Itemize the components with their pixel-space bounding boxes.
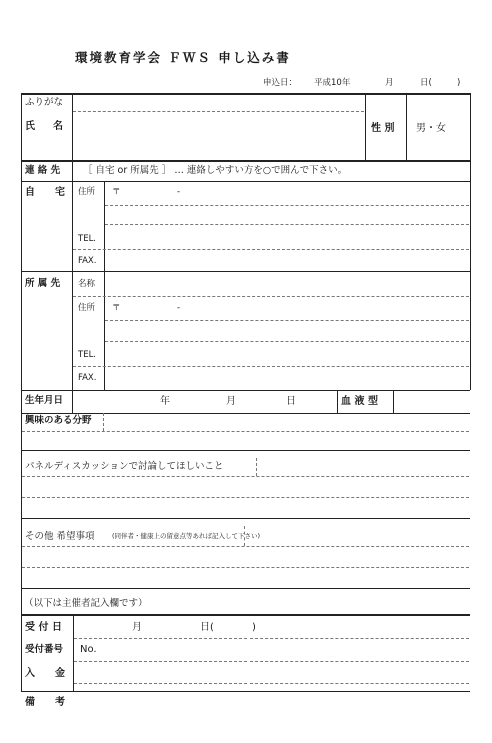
- affiliation-postal-mark: 〒: [112, 303, 121, 313]
- home-postal-dash: -: [177, 187, 181, 197]
- remarks-label: 備 考: [25, 697, 70, 708]
- affiliation-tel-label: TEL.: [78, 350, 97, 360]
- home-address-label: 住所: [78, 187, 96, 197]
- admin-label: （以下は主催者記入欄です）: [24, 598, 148, 609]
- name-field[interactable]: [74, 114, 362, 158]
- affiliation-fax-label: FAX.: [78, 373, 97, 383]
- affiliation-address-label: 住所: [78, 303, 96, 313]
- date-day: 日(: [420, 78, 432, 88]
- contact-note: ［ 自宅 or 所属先 ］ … 連絡しやすい方を○で囲んで下さい。: [83, 165, 348, 176]
- birthdate-label: 生年月日: [25, 395, 64, 406]
- home-tel-label: TEL.: [78, 234, 97, 244]
- contact-label: 連 絡 先: [25, 165, 61, 176]
- requests-note: (同伴者・健康上の留意点等あれば記入して下さい): [112, 532, 261, 540]
- date-close: ): [457, 78, 461, 88]
- date-label: 申込日：: [263, 78, 298, 88]
- recv-number-prefix: No.: [80, 644, 97, 655]
- org-name-label: 名称: [78, 279, 96, 289]
- home-fax-label: FAX.: [78, 256, 97, 266]
- recv-number-label: 受付番号: [25, 644, 64, 655]
- affiliation-label: 所 属 先: [25, 278, 61, 289]
- blood-type-label: 血 液 型: [341, 396, 378, 407]
- interest-label: 興味のある分野: [25, 415, 92, 426]
- name-label: 氏 名: [25, 121, 67, 132]
- date-era: 平成10年: [314, 78, 351, 88]
- received-close: ): [252, 622, 256, 633]
- gender-options[interactable]: 男・女: [416, 123, 446, 134]
- received-month: 月: [132, 622, 142, 633]
- birth-year: 年: [160, 396, 170, 407]
- form-title: 環境教育学会 ＦＷＳ 申し込み書: [75, 50, 291, 65]
- payment-label: 入 金: [25, 668, 70, 679]
- received-label: 受 付 日: [25, 622, 62, 633]
- panel-label: パネルディスカッションで討論してほしいこと: [25, 461, 224, 472]
- gender-label: 性 別: [371, 123, 395, 134]
- home-postal-mark: 〒: [112, 187, 121, 197]
- home-label: 自 宅: [25, 187, 70, 198]
- birth-month: 月: [226, 396, 236, 407]
- furigana-label: ふりがな: [25, 97, 64, 108]
- affiliation-postal-dash: -: [177, 303, 181, 313]
- requests-label: その他 希望事項: [25, 531, 95, 542]
- birth-day: 日: [286, 396, 296, 407]
- date-month: 月: [385, 78, 394, 88]
- received-day: 日(: [200, 622, 214, 633]
